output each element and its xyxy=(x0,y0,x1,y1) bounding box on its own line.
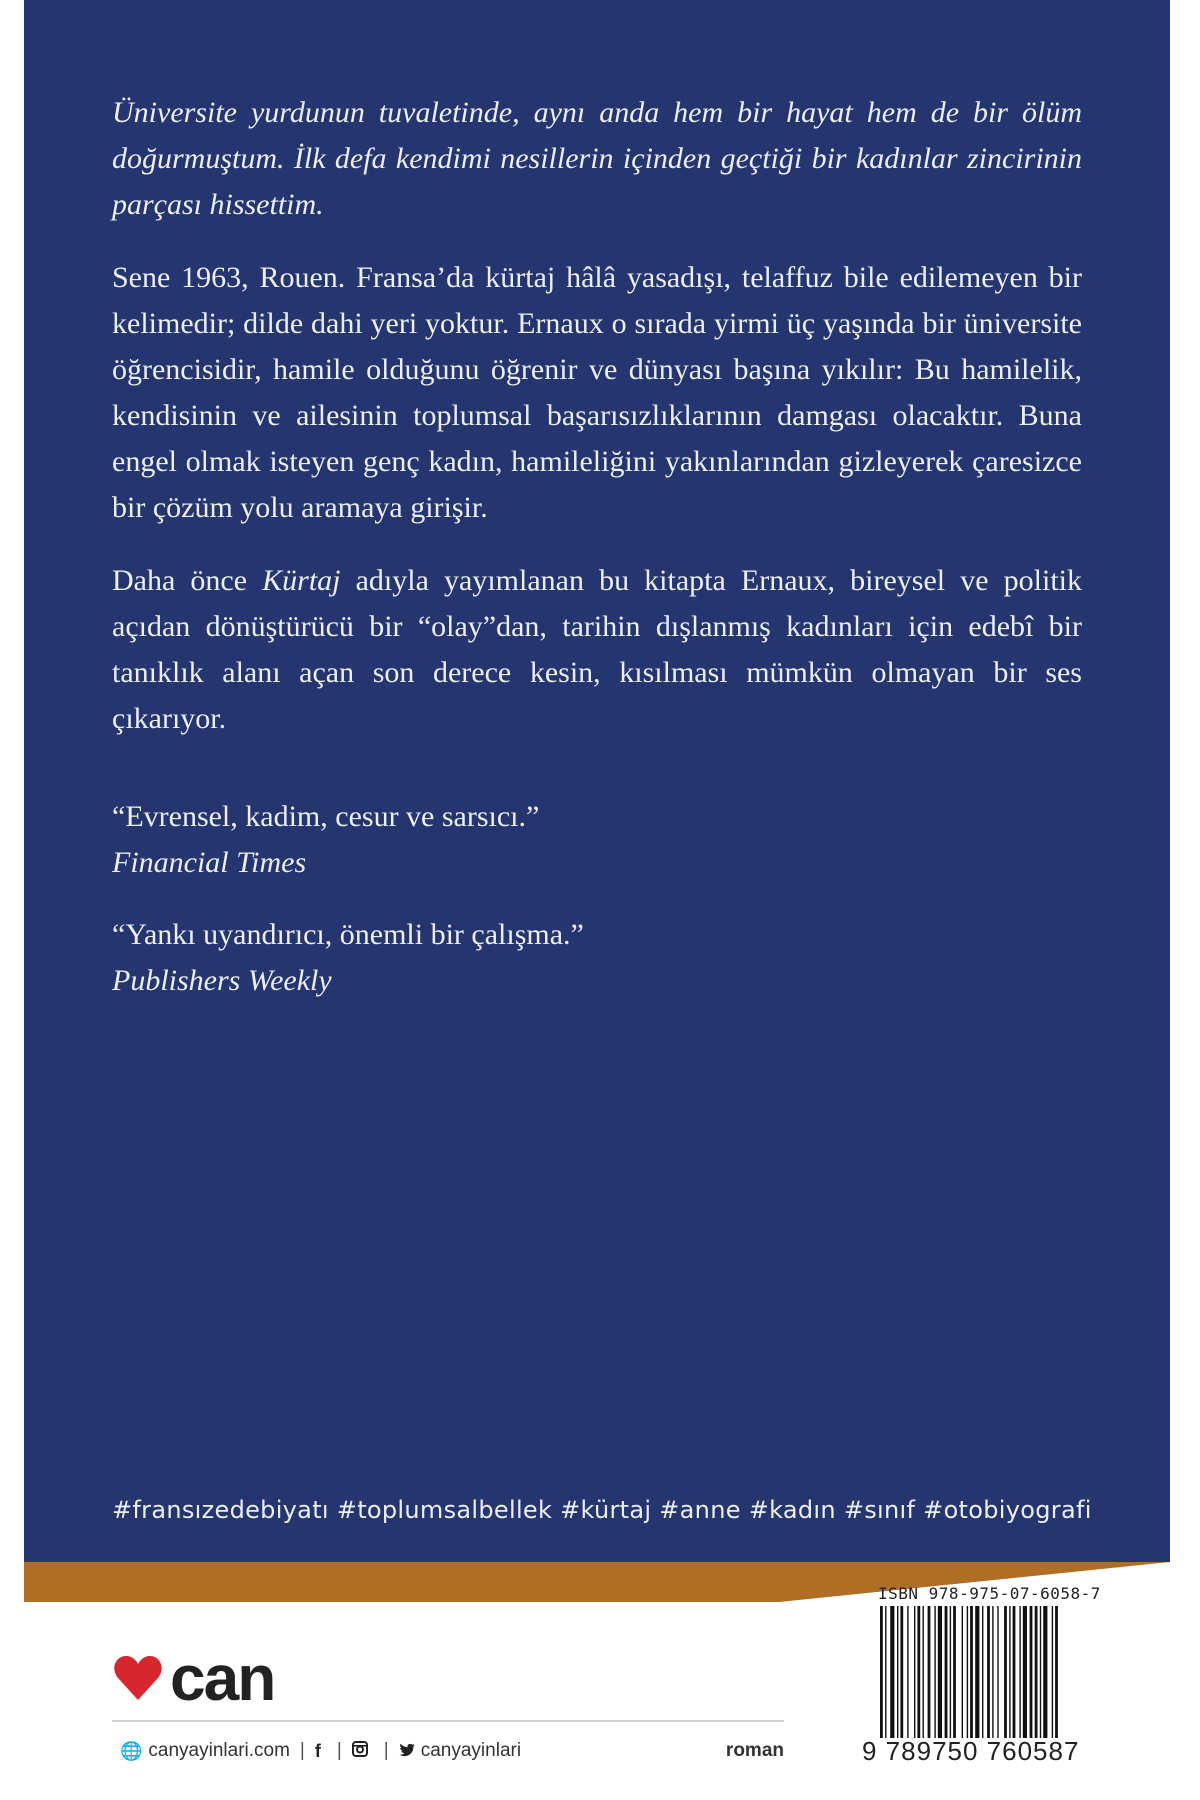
social-handle[interactable]: canyayinlari xyxy=(420,1740,522,1761)
separator: | xyxy=(299,1740,305,1761)
cover-blue-panel xyxy=(24,0,1170,1562)
heart-icon xyxy=(112,1652,164,1704)
isbn-label: ISBN 978-975-07-6058-7 xyxy=(878,1584,1101,1603)
former-title: Kürtaj xyxy=(262,564,341,597)
globe-icon: 🌐 xyxy=(120,1740,143,1761)
category-label: roman xyxy=(725,1740,784,1761)
review-quote-2: “Yankı uyandırıcı, önemli bir çalışma.” xyxy=(112,918,584,951)
book-back-cover xyxy=(24,0,1170,1800)
instagram-icon[interactable] xyxy=(352,1741,368,1762)
blurb-text-area xyxy=(112,90,1082,1004)
isbn-digits: 9 789750 760587 xyxy=(862,1736,1080,1766)
facebook-icon[interactable]: f xyxy=(314,1740,321,1761)
review-source-1: Financial Times xyxy=(112,846,307,879)
footer-row xyxy=(120,1736,784,1766)
review-quote-1: “Evrensel, kadim, cesur ve sarsıcı.” xyxy=(112,800,540,833)
review-source-2: Publishers Weekly xyxy=(112,964,332,997)
separator: | xyxy=(383,1740,389,1761)
summary-before: Daha önce xyxy=(112,564,263,597)
separator: | xyxy=(336,1740,342,1761)
hashtags: #fransızedebiyatı #toplumsalbellek #kürtaj #anne #kadın #sınıf #otobiyografi xyxy=(112,1496,1092,1524)
logo-wordmark: can xyxy=(170,1642,275,1714)
summary-paragraph xyxy=(112,558,1082,742)
barcode xyxy=(878,1606,1114,1738)
website-link[interactable]: canyayinlari.com xyxy=(148,1740,290,1761)
publisher-logo xyxy=(112,1642,275,1714)
intro-quote: Üniversite yurdunun tuvaletinde, aynı anda hem bir hayat hem de bir ölüm doğurmuştum. İlk defa kendimi nesillerin içinden geçtiği bir kadınlar zincirinin parçası hissettim. xyxy=(112,96,1082,221)
description-paragraph: Sene 1963, Rouen. Fransa’da kürtaj hâlâ yasadışı, telaffuz bile edilemeyen bir kelimedir; dilde dahi yeri yoktur. Ernaux o sırada yirmi üç yaşında bir üniversite öğrencisidir, hamile olduğunu öğrenir ve dünyası başına yıkılır: Bu hamilelik, kendisinin ve ailesinin toplumsal başarısızlıklarının damgası olacaktır. Buna engel olmak isteyen genç kadın, hamileliğini yakınlarından gizleyerek çaresizce bir çözüm yolu aramaya girişir. xyxy=(112,261,1082,524)
footer-divider xyxy=(112,1720,784,1722)
twitter-icon[interactable] xyxy=(399,1741,415,1762)
isbn-barcode-block xyxy=(852,1580,1162,1770)
summary-after: adıyla yayımlanan bu kitapta Ernaux, bireysel ve politik açıdan dönüştürücü bir “olay”dan, tarihin dışlanmış kadınları için edebî bir tanıklık alanı açan son derece kesin, kısılması mümkün olmayan bir ses çıkarıyor. xyxy=(112,564,1082,735)
